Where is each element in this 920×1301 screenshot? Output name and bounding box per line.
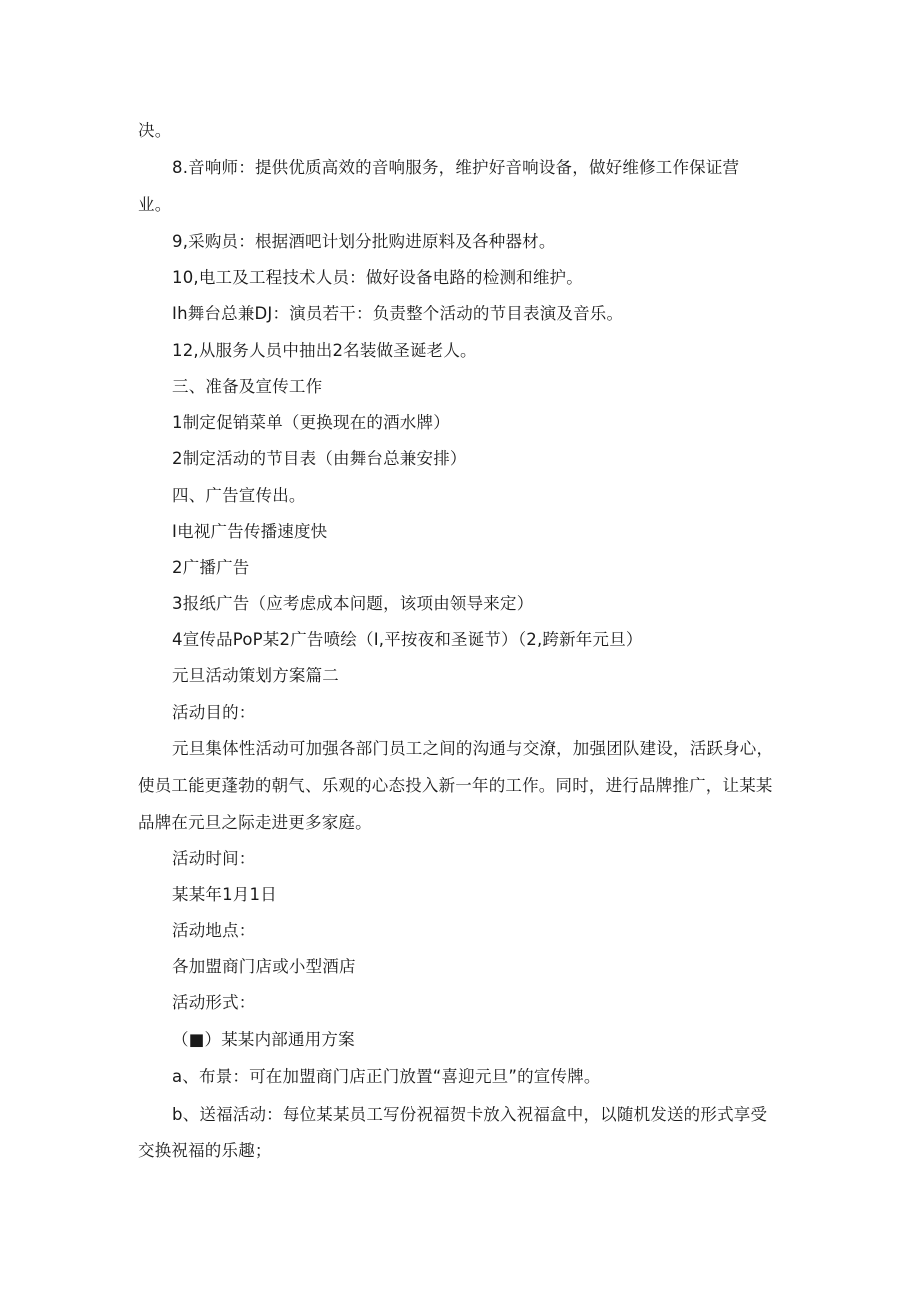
text-line: 9,采购员：根据酒吧计划分批购进原料及各种器材。 <box>172 232 556 251</box>
section-heading: 四、广告宣传出。 <box>172 486 306 505</box>
text-line: 3报纸广告（应考虑成本问题，该项由领导来定） <box>172 594 534 613</box>
section-heading: 三、准备及宣传工作 <box>172 377 323 396</box>
text-line: 4宣传品PoP某2广告喷绘（I,平按夜和圣诞节）（2,跨新年元旦） <box>172 630 643 649</box>
field-label: 活动目的： <box>172 703 256 722</box>
text-line: 1制定促销菜单（更换现在的酒水牌） <box>172 413 450 432</box>
text-line: 2广播广告 <box>172 558 250 577</box>
text-line: 业。 <box>138 195 172 214</box>
text-line: 10,电工及工程技术人员：做好设备电路的检测和维护。 <box>172 268 583 287</box>
field-label: 活动时间： <box>172 849 256 868</box>
text-line: 决。 <box>138 121 172 140</box>
paragraph-line: 品牌在元旦之际走进更多家庭。 <box>138 813 372 832</box>
field-value: 各加盟商门店或小型酒店 <box>172 957 356 976</box>
subsection-heading: （■）某某内部通用方案 <box>172 1030 355 1049</box>
field-label: 活动形式： <box>172 993 256 1012</box>
text-line: 8.音响师：提供优质高效的音响服务，维护好音响设备，做好维修工作保证营 <box>172 158 740 177</box>
paragraph-line: 使员工能更蓬勃的朝气、乐观的心态投入新一年的工作。同时，进行品牌推广，让某某 <box>138 776 773 795</box>
article-title: 元旦活动策划方案篇二 <box>172 666 339 685</box>
text-line: Ih舞台总兼DJ：演员若干：负责整个活动的节目表演及音乐。 <box>172 304 624 323</box>
text-line: 12,从服务人员中抽出2名装做圣诞老人。 <box>172 341 477 360</box>
text-line: a、布景：可在加盟商门店正门放置“喜迎元旦”的宣传牌。 <box>172 1067 601 1086</box>
paragraph-line: 元旦集体性活动可加强各部门员工之间的沟通与交潦，加强团队建设，活跃身心， <box>172 739 774 758</box>
field-label: 活动地点： <box>172 921 256 940</box>
text-line: I电视广告传播速度快 <box>172 522 328 541</box>
paragraph-line: b、送福活动：每位某某员工写份祝福贺卡放入祝福盒中，以随机发送的形式享受 <box>172 1105 768 1124</box>
text-line: 2制定活动的节目表（由舞台总兼安排） <box>172 449 467 468</box>
field-value: 某某年1月1日 <box>172 885 277 904</box>
paragraph-line: 交换祝福的乐趣； <box>138 1141 272 1160</box>
